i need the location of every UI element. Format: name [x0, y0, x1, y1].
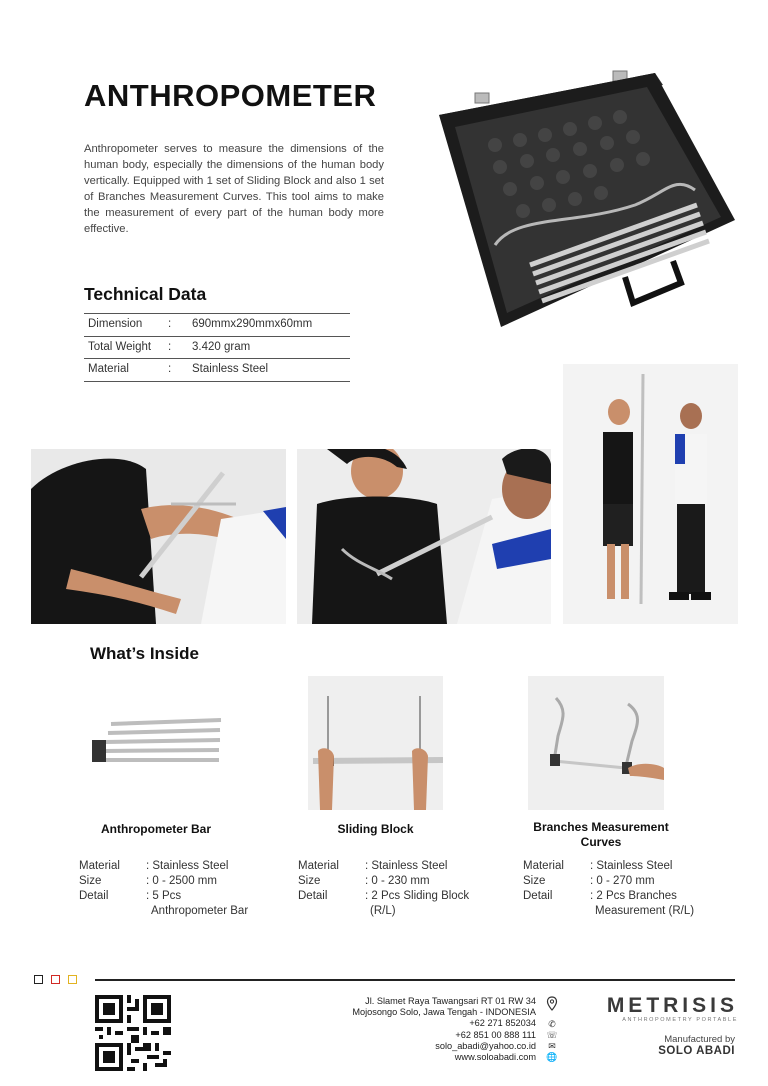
- spec-value-continued: (R/L): [370, 905, 396, 917]
- technical-data-heading: Technical Data: [84, 284, 207, 304]
- spec-row: [523, 859, 723, 874]
- address-line-1: Jl. Slamet Raya Tawangsari RT 01 RW 34: [365, 996, 536, 1006]
- spec-row: [298, 859, 498, 874]
- accent-square-black: [34, 975, 43, 984]
- spec-row: [79, 859, 269, 874]
- spec-label: Detail: [523, 890, 553, 902]
- anthropometer-bar-image: [86, 690, 226, 795]
- spec-row: [298, 874, 498, 889]
- accent-square-red: [51, 975, 60, 984]
- spec-value: : 0 - 270 mm: [590, 875, 655, 887]
- manufacturer-block: [658, 1034, 735, 1057]
- spec-value: : Stainless Steel: [146, 860, 229, 872]
- spec-label: Detail: [79, 890, 109, 902]
- item-name-anthropometer-bar: Anthropometer Bar: [100, 822, 211, 836]
- spec-value: : 0 - 230 mm: [365, 875, 430, 887]
- specs-branches-curves: [523, 859, 723, 919]
- spec-label: Material: [523, 860, 564, 872]
- tech-row-material: [84, 359, 350, 382]
- metrisis-logo: [600, 994, 738, 1023]
- tech-row-weight: [84, 337, 350, 360]
- page-title: ANTHROPOMETER: [84, 78, 377, 113]
- tech-separator: :: [168, 318, 172, 330]
- location-pin-icon: [545, 996, 559, 1012]
- tech-value: 690mmx290mmx60mm: [192, 318, 313, 330]
- shoulder-measurement-photo: [297, 449, 551, 624]
- whatsapp-icon: ☏: [546, 1030, 558, 1040]
- manufacturer-name: SOLO ABADI: [658, 1045, 735, 1057]
- branches-curves-image: [528, 676, 664, 810]
- tech-separator: :: [168, 363, 172, 375]
- spec-value: : 5 Pcs: [146, 890, 182, 902]
- spec-value: : 2 Pcs Branches: [590, 890, 677, 902]
- contact-block: [352, 996, 536, 1063]
- spec-label: Detail: [298, 890, 328, 902]
- item-name-branches-curves: Branches Measurement Curves: [533, 820, 669, 849]
- logo-name: METRISIS: [606, 994, 738, 1017]
- tech-value: Stainless Steel: [192, 363, 269, 375]
- spec-row: [523, 874, 723, 889]
- intro-paragraph: Anthropometer serves to measure the dimensions of the human body, especially the dimensions of the human body vertically. Equipped with 1 set of Sliding Block and also 1 set of Branches Measurement Curves. This tool aims to make the measurement of every part of the human body more effective.: [84, 143, 384, 235]
- arm-measurement-photo: [31, 449, 286, 624]
- tech-row-dimension: [84, 313, 350, 337]
- specs-sliding-block: [298, 859, 498, 919]
- technical-data-table: [84, 313, 350, 382]
- spec-label: Size: [523, 875, 546, 887]
- spec-label: Material: [79, 860, 120, 872]
- whatsapp-number: +62 851 00 888 111: [455, 1029, 536, 1040]
- spec-row: [523, 889, 723, 919]
- tech-label: Total Weight: [88, 340, 152, 353]
- tech-value: 3.420 gram: [192, 340, 251, 353]
- spec-value: : Stainless Steel: [590, 860, 673, 872]
- website-link[interactable]: www.soloabadi.com: [454, 1052, 536, 1063]
- tech-label: Material: [88, 363, 129, 375]
- spec-label: Material: [298, 860, 339, 872]
- accent-square-yellow: [68, 975, 77, 984]
- tech-separator: :: [168, 340, 172, 353]
- email-address[interactable]: solo_abadi@yahoo.co.id: [435, 1040, 536, 1051]
- whats-inside-heading: What’s Inside: [90, 644, 199, 663]
- spec-value: : 2 Pcs Sliding Block: [365, 890, 470, 902]
- spec-label: Size: [79, 875, 102, 887]
- spec-value: : 0 - 2500 mm: [146, 875, 217, 887]
- specs-anthropometer-bar: [79, 859, 269, 919]
- globe-icon: 🌐: [546, 1052, 558, 1062]
- spec-value-continued: Measurement (R/L): [595, 905, 695, 917]
- carrying-case-image: [435, 65, 740, 350]
- spec-row: [79, 874, 269, 889]
- phone-number: +62 271 852034: [469, 1018, 536, 1029]
- item-name-sliding-block: Sliding Block: [337, 822, 414, 836]
- tech-label: Dimension: [88, 318, 143, 330]
- manufactured-by-label: Manufactured by: [664, 1034, 735, 1045]
- logo-tagline: ANTHROPOMETRY PORTABLE: [622, 1017, 738, 1023]
- qr-code: [95, 995, 171, 1071]
- spec-row: [298, 889, 498, 919]
- height-measurement-photo: [563, 364, 738, 624]
- spec-row: [79, 889, 269, 919]
- spec-value-continued: Anthropometer Bar: [151, 905, 249, 917]
- spec-value: : Stainless Steel: [365, 860, 448, 872]
- email-icon: ✉: [548, 1041, 556, 1051]
- footer-divider: [95, 979, 735, 981]
- address-line-2: Mojosongo Solo, Jawa Tengah - INDONESIA: [352, 1007, 536, 1018]
- phone-icon: ✆: [548, 1019, 556, 1029]
- sliding-block-image: [308, 676, 443, 810]
- spec-label: Size: [298, 875, 321, 887]
